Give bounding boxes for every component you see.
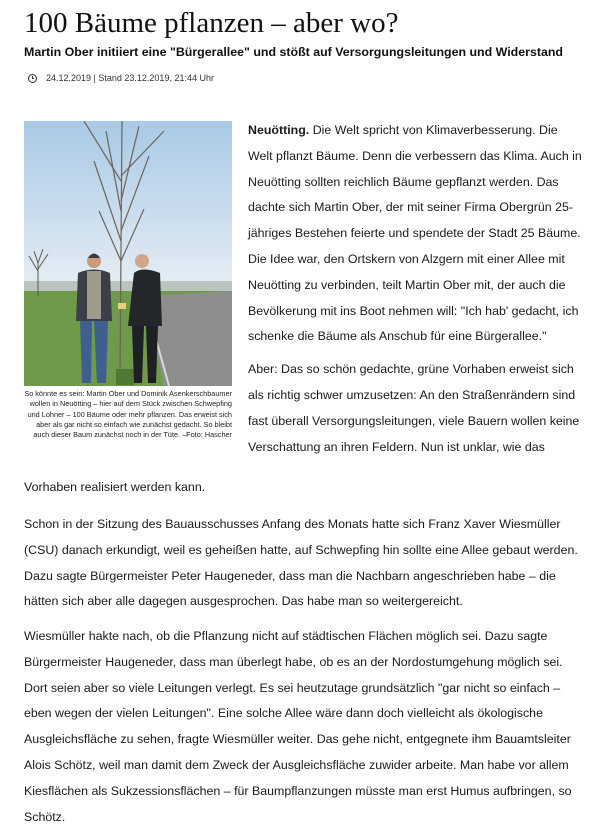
article-subtitle: Martin Ober initiiert eine "Bürgerallee" und stößt auf Versorgungsleitungen und Widerstand [24, 45, 563, 59]
paragraph-2: Aber: Das so schön gedachte, grüne Vorhaben erweist sich als richtig schwer umzusetzen: An den Straßenrändern sind fast überall Versorgungsleitungen, viele Bauern wollen keine Verschattung an ihren Feldern. Nun ist unklar, wie das [248, 362, 580, 454]
paragraph-2-end: Vorhaben realisiert werden kann. [24, 480, 206, 494]
article-photo[interactable] [24, 121, 232, 386]
dateline-text: 24.12.2019 | Stand 23.12.2019, 21:44 Uhr [46, 73, 214, 83]
photo-caption: So könnte es sein: Martin Ober und Dominik Asenkerschbaumer wollen in Neuötting – hier auf dem Stück zwischen Schwepfing und Lohner – 100 Bäume oder mehr pflanzen. Das erweist sich aber als gar nicht so einfach wie zunächst gedacht. So bleibt auch dieser Baum zunächst noch in der Tüte. –Foto: Hascher [24, 389, 232, 440]
photo-illustration [24, 121, 232, 386]
article-column [248, 118, 582, 460]
paragraph-3: Schon in der Sitzung des Bauausschusses Anfang des Monats hatte sich Franz Xaver Wiesmüller (CSU) danach erkundigt, weil es geheißen hatte, auf Schwepfing hin sollte eine Allee gebaut werden. Dazu sagte Bürgermeister Peter Haugeneder, dass man die Nachbarn angeschrieben habe – die hätten sich aber alle dagegen ausgesprochen. Das habe man so weitergereicht. [24, 517, 578, 609]
paragraph-1-text: Die Welt spricht von Klimaverbesserung. Die Welt pflanzt Bäume. Denn die verbessern das Klima. Auch in Neuötting sollten reichlich Bäume gepflanzt werden. Das dachte sich Martin Ober, der mit seiner Firma Obergrün 25-jähriges Bestehen feierte und spendete der Stadt 25 Bäume. Die Idee war, den Ortskern von Alzgern mit einer Allee mit Neuötting zu verbinden, teilt Martin Ober mit, der auch die Bevölkerung mit ins Boot nehmen will: "Ich hab' gedacht, ich schenke die Bäume als Anschub für eine Bürgerallee." [248, 123, 582, 344]
lead-word: Neuötting. [248, 123, 310, 137]
article-title: 100 Bäume pflanzen – aber wo? [24, 7, 399, 39]
paragraph-1 [248, 118, 582, 350]
article-dateline [28, 73, 214, 83]
paragraph-4: Wiesmüller hakte nach, ob die Pflanzung nicht auf städtischen Flächen möglich sei. Dazu sagte Bürgermeister Haugeneder, dass man überlegt habe, ob es an der Nordostumgehung möglich sei. Dort seien aber so viele Leitungen verlegt. Es sei heutzutage grundsätzlich "gar nicht so einfach – eben wegen der vielen Leitungen". Eine solche Allee wäre dann doch vielleicht als ökologische Ausgleichsfläche zu sehen, fragte Wiesmüller weiter. Das gehe nicht, entgegnete ihm Bauamtsleiter Alois Schötz, weil man damit dem Zweck der Ausgleichsfläche zuwider arbeite. Man habe vor allem Kiesflächen als Sukzessionsflächen – für Baumpflanzungen müsste man erst Humus aufbringen, so Schötz. [24, 629, 572, 824]
clock-icon [28, 74, 37, 83]
